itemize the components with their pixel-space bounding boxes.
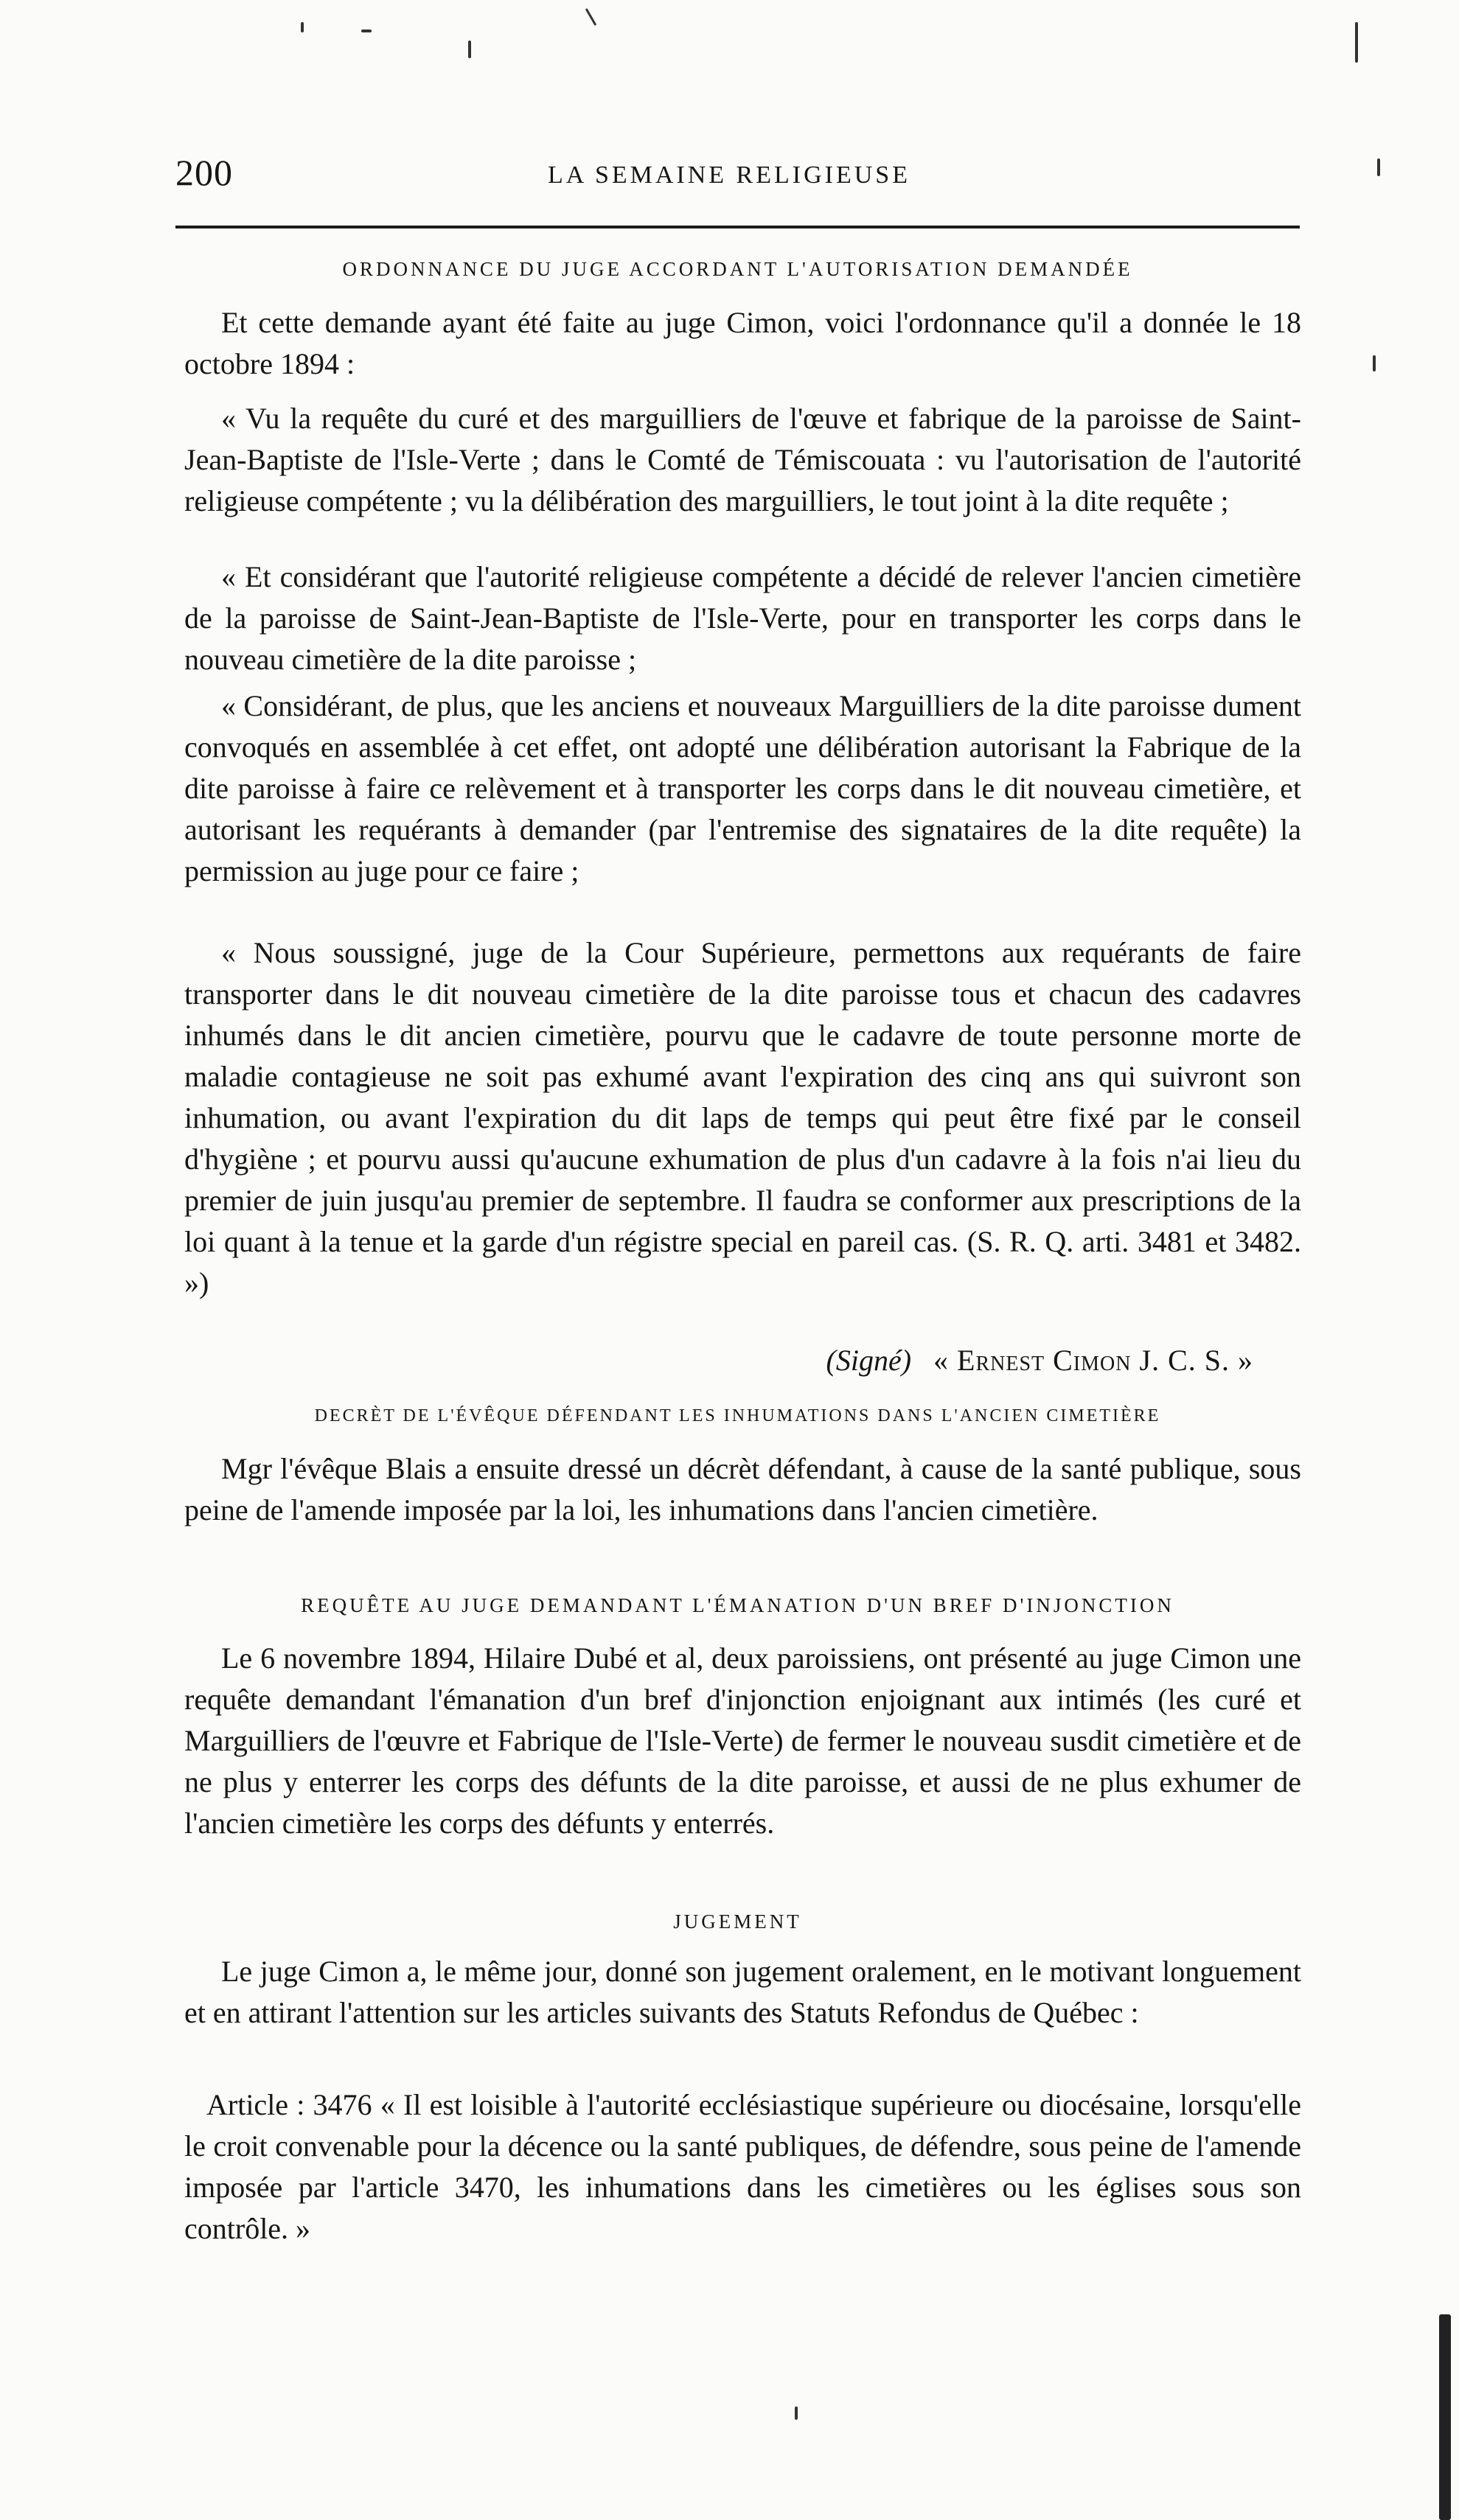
signature-spacer: [919, 1344, 926, 1377]
scan-edge-shadow: [1439, 2314, 1451, 2520]
paragraph: Mgr l'évêque Blais a ensuite dressé un décrèt défendant, à cause de la santé publique, sous peine de l'amende imposée par la loi, les inhumations dans l'ancien cimetière.: [184, 1452, 1301, 1526]
paragraph: « Vu la requête du curé et des marguilliers de l'œuve et fabrique de la paroisse de Saint-Jean-Baptiste de l'Isle-Verte ; dans le Comté de Témiscouata : vu l'autorisation de l'autorité religieuse compétente ; vu la délibération des marguilliers, le tout joint à la dite requête ;: [184, 402, 1301, 517]
scan-speck: [1373, 355, 1376, 371]
signature-label: (Signé): [826, 1344, 912, 1377]
header-rule: [175, 226, 1300, 228]
scan-speck: [468, 41, 471, 58]
scan-speck: [585, 8, 597, 26]
section-heading: REQUÊTE AU JUGE DEMANDANT L'ÉMANATION D'UN BREF D'INJONCTION: [301, 1594, 1174, 1616]
scan-speck: [795, 2406, 798, 2420]
scan-speck: [1377, 158, 1380, 176]
running-title: LA SEMAINE RELIGIEUSE: [548, 161, 910, 189]
paragraph: Article : 3476 « Il est loisible à l'autorité ecclésiastique supérieure ou diocésaine, lorsqu'elle le croit convenable pour la décence ou la santé publiques, de défendre, sous peine de l'amende imposée par l'article 3470, les inhumations dans les cimetières ou les églises sous son contrôle. »: [184, 2088, 1301, 2245]
section-heading: ORDONNANCE DU JUGE ACCORDANT L'AUTORISATION DEMANDÉE: [342, 258, 1133, 280]
paragraph: Et cette demande ayant été faite au juge Cimon, voici l'ordonnance qu'il a donnée le 18 octobre 1894 :: [184, 306, 1301, 380]
paragraph: Le juge Cimon a, le même jour, donné son jugement oralement, en le motivant longuement et en attirant l'attention sur les articles suivants des Statuts Refondus de Québec :: [184, 1955, 1301, 2029]
paragraph: « Considérant, de plus, que les anciens et nouveaux Marguilliers de la dite paroisse dument convoqués en assemblée à cet effet, ont adopté une délibération autorisant la Fabrique de la dite paroisse à faire ce relèvement et à transporter les corps dans le dit nouveau cimetière, et autorisant les requérants à demander (par l'entremise des signataires de la dite requête) la permission au juge pour ce faire ;: [184, 689, 1301, 887]
section-heading: DECRÈT DE L'ÉVÊQUE DÉFENDANT LES INHUMATIONS DANS L'ANCIEN CIMETIÈRE: [314, 1406, 1161, 1425]
scan-speck: [1355, 22, 1358, 63]
scan-speck: [301, 22, 304, 32]
scan-speck: [361, 29, 372, 32]
page-number: 200: [175, 152, 233, 193]
page-header: [175, 151, 1300, 203]
paragraph: Le 6 novembre 1894, Hilaire Dubé et al, deux paroissiens, ont présenté au juge Cimon une requête demandant l'émanation d'un bref d'injonction enjoignant aux intimés (les curé et Marguilliers de l'œuvre et Fabrique de l'Isle-Verte) de fermer le nouveau susdit cimetière et de ne plus y enterrer les corps des défunts de la dite paroisse, et aussi de ne plus exhumer de l'ancien cimetière les corps des défunts y enterrés.: [184, 1641, 1301, 1840]
signature-name: « Ernest Cimon J. C. S. »: [933, 1344, 1253, 1377]
paragraph: « Et considérant que l'autorité religieuse compétente a décidé de relever l'ancien cimetière de la paroisse de Saint-Jean-Baptiste de l'Isle-Verte, pour en transporter les corps dans le nouveau cimetière de la dite paroisse ;: [184, 560, 1301, 676]
signature-line: [184, 1340, 1253, 1381]
section-heading: JUGEMENT: [673, 1910, 802, 1933]
paragraph: « Nous soussigné, juge de la Cour Supérieure, permettons aux requérants de faire transporter dans le dit nouveau cimetière de la dite paroisse tous et chacun des cadavres inhumés dans le dit ancien cimetière, pourvu que le cadavre de toute personne morte de maladie contagieuse ne soit pas exhumé avant l'expiration des cinq ans qui suivront son inhumation, ou avant l'expiration du dit laps de temps qui peut être fixé par le conseil d'hygiène ; et pourvu aussi qu'aucune exhumation de plus d'un cadavre à la fois n'ai lieu du premier de juin jusqu'au premier de septembre. Il faudra se conformer aux prescriptions de la loi quant à la tenue et la garde d'un régistre special en pareil cas. (S. R. Q. arti. 3481 et 3482. »): [184, 936, 1301, 1299]
